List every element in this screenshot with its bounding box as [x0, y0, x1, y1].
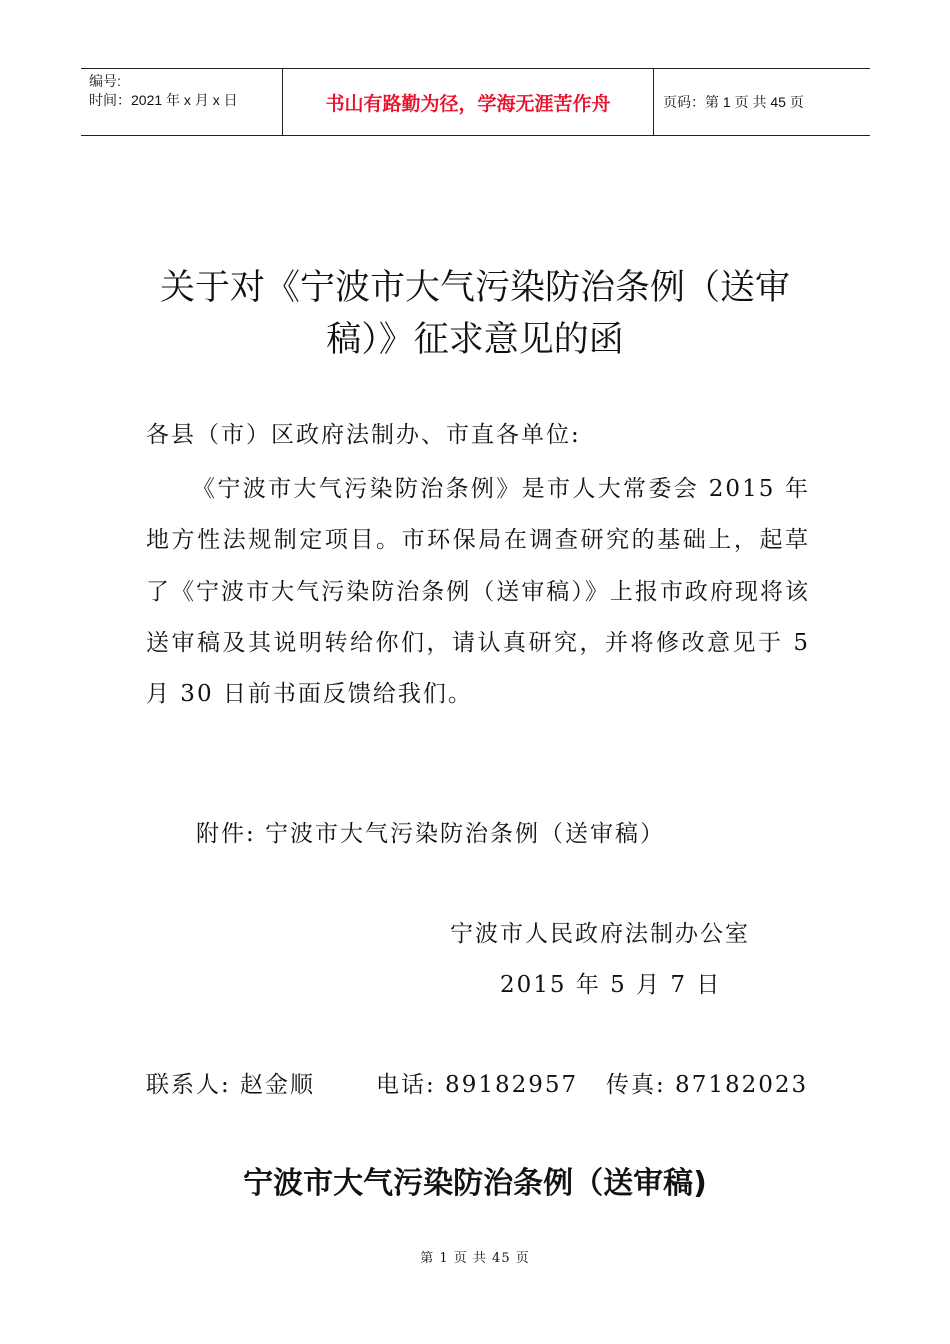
- document-title-line-2: 稿）》征求意见的函: [326, 320, 624, 360]
- salutation: 各县（市）区政府法制办、市直各单位:: [146, 422, 581, 448]
- header-table: [81, 68, 870, 136]
- document-number-label: 编号:: [89, 73, 121, 89]
- contact-person: 联系人: 赵金顺: [146, 1072, 316, 1098]
- document-time-label: 时间：2021 年 x 月 x 日: [89, 92, 238, 108]
- header-meta: [81, 69, 282, 135]
- document-title-line-1: 关于对《宁波市大气污染防治条例（送审: [159, 268, 790, 308]
- page-footer: 第 1 页 共 45 页: [420, 1251, 530, 1266]
- contact-line: [146, 1066, 826, 1099]
- contact-fax: 传真: 87182023: [606, 1072, 809, 1098]
- regulation-title: 宁波市大气污染防治条例（送审稿): [243, 1166, 707, 1201]
- document-title: [120, 262, 830, 366]
- header-motto: 书山有路勤为径，学海无涯苦作舟: [282, 69, 654, 135]
- attachment-line: 附件: 宁波市大气污染防治条例（送审稿）: [196, 821, 666, 847]
- contact-phone: 电话: 89182957: [376, 1072, 579, 1098]
- issue-date: 2015 年 5 月 7 日: [500, 972, 722, 998]
- header-page-info: 页码：第 1 页 共 45 页: [663, 94, 804, 110]
- issuer-name: 宁波市人民政府法制办公室: [450, 921, 750, 947]
- body-paragraph: 《宁波市大气污染防治条例》是市人大常委会 2015 年地方性法规制定项目。市环保局在调查研究的基础上，起草了《宁波市大气污染防治条例（送审稿）》上报市政府现将该送审稿及其说明转给你们，请认真研究，并将修改意见于 5 月 30 日前书面反馈给我们。: [146, 476, 810, 708]
